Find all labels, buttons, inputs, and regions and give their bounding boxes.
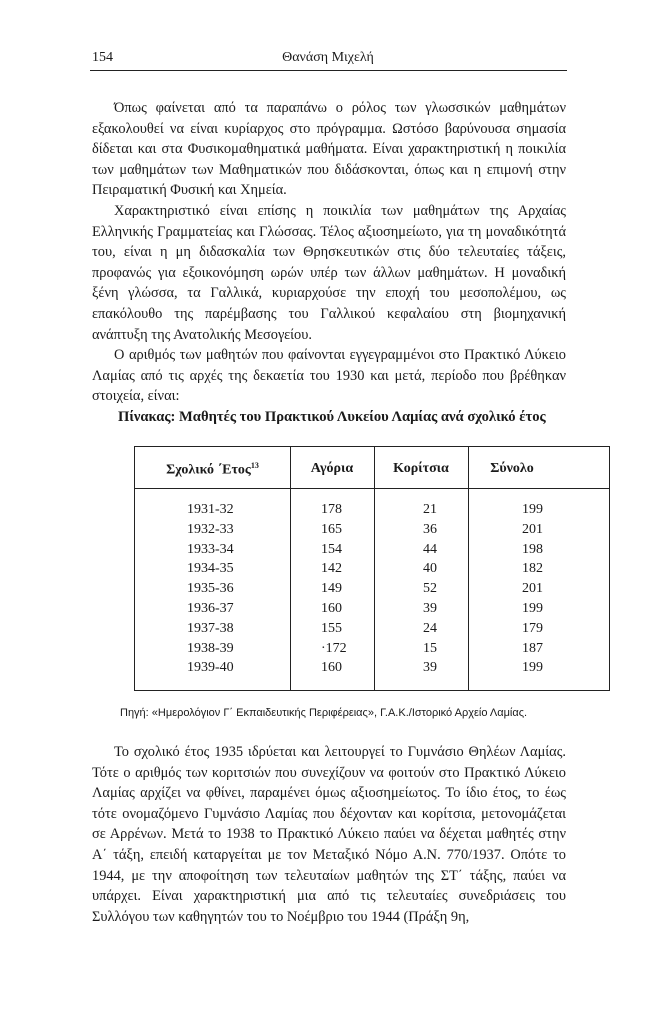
header-boys: Αγόρια — [310, 461, 354, 476]
cell-total: 182 — [522, 561, 543, 577]
body-text-bottom — [92, 742, 566, 927]
header-girls: Κορίτσια — [393, 461, 449, 476]
cell-year: 1934-35 — [187, 561, 234, 577]
header-year: Σχολικό ΄Ετος$^{13}$ — [166, 461, 259, 478]
cell-total: 187 — [522, 640, 543, 656]
header-total: Σύνολο — [490, 461, 534, 476]
cell-boys: ·172 — [321, 640, 347, 656]
cell-girls: 40 — [423, 561, 437, 577]
cell-girls: 24 — [423, 620, 437, 636]
paragraph: Το σχολικό έτος 1935 ιδρύεται και λειτουργεί το Γυμνάσιο Θηλέων Λαμίας. Τότε ο αριθμός των κοριτσιών που συνεχίζουν να φοιτούν στο Πρακτικό Λύκειο Λαμίας αρχίζει να φθίνει, παραμένει όμως αξιοσημείωτος. Το ίδιο έτος, το έως τότε ονομαζόμενο Γυμνάσιο Λαμίας που δέχονταν και κορίτσια, μετονομάζεται σε Αρρένων. Μετά το 1938 το Πρακτικό Λύκειο παύει να δέχεται μαθητές στην Α΄ τάξη, επειδή καταργείται με τον Μεταξικό Νόμο Α.Ν. 770/1937. Οπότε το 1944, με την αποφοίτηση των τελευταίων μαθητών της ΣΤ΄ τάξης, παύει να υπάρχει. Είναι χαρακτηριστική μια από τις τελευταίες συνεδριάσεις του Συλλόγου των καθηγητών του το Νοέμβριο του 1944 (Πράξη 9η, — [92, 744, 566, 925]
table-source: Πηγή: «Ημερολόγιον Γ΄ Εκπαιδευτικής Περιφέρειας», Γ.Α.Κ./Ιστορικό Αρχείο Λαμίας. — [120, 707, 528, 719]
table-column-divider — [374, 447, 375, 690]
cell-girls: 39 — [423, 660, 437, 676]
body-text-top — [92, 98, 566, 407]
cell-total: 179 — [522, 620, 543, 636]
cell-total: 199 — [522, 601, 543, 616]
table-header-divider — [135, 488, 609, 489]
cell-year: 1935-36 — [187, 581, 234, 597]
cell-boys: 160 — [321, 601, 342, 616]
cell-boys: 160 — [321, 660, 342, 676]
cell-year: 1933-34 — [187, 541, 234, 557]
cell-boys: 142 — [321, 561, 342, 577]
cell-girls: 36 — [423, 521, 437, 537]
cell-year: 1937-38 — [187, 620, 234, 636]
running-title: Θανάση Μιχελή — [282, 50, 374, 65]
cell-boys: 165 — [321, 521, 342, 537]
cell-girls: 44 — [423, 541, 437, 557]
paragraph: Όπως φαίνεται από τα παραπάνω ο ρόλος των γλωσσικών μαθημάτων εξακολουθεί να είναι κυρίαρχος στο πρόγραμμα. Ωστόσο βαρύνουσα σημασία δίδεται και στα Φυσικομαθηματικά μαθήματα. Είναι χαρακτηριστική η ποικιλία των μαθημάτων των Μαθηματικών που διδάσκονται, όπως και η επιμονή στην Πειραματική Φυσική και Χημεία. — [92, 100, 566, 199]
cell-year: 1932-33 — [187, 521, 234, 537]
cell-girls: 15 — [423, 640, 437, 656]
cell-girls: 52 — [423, 581, 437, 597]
table-title: Πίνακας: Μαθητές του Πρακτικού Λυκείου Λαμίας ανά σχολικό έτος — [118, 409, 546, 425]
paragraph: Ο αριθμός των μαθητών που φαίνονται εγγεγραμμένοι στο Πρακτικό Λύκειο Λαμίας από τις αρχές της δεκαετία του 1930 και μετά, περίοδο που βρέθηκαν στοιχεία, είναι: — [92, 347, 566, 405]
cell-boys: 155 — [321, 620, 342, 636]
cell-year: 1931-32 — [187, 502, 234, 517]
cell-year: 1936-37 — [187, 601, 234, 616]
page-number: 154 — [92, 50, 113, 65]
cell-year: 1938-39 — [187, 640, 234, 656]
header-rule — [90, 70, 567, 71]
cell-total: 199 — [522, 502, 543, 517]
paragraph: Χαρακτηριστικό είναι επίσης η ποικιλία των μαθημάτων της Αρχαίας Ελληνικής Γραμματείας και Γλώσσας. Τέλος αξιοσημείωτο, για τη μοναδικότητά του, είναι η μη διδασκαλία των Θρησκευτικών στις δύο τελευταίες τάξεις, προφανώς για εξοικονόμηση ωρών υπέρ των άλλων μαθημάτων. Η μοναδική ξένη γλώσσα, τα Γαλλικά, κυριαρχούσε την εποχή του μεσοπολέμου, ως επακόλουθο της παρέμβασης του Γαλλικού κεφαλαίου στη βιομηχανική ανάπτυξη της Ανατολικής Μεσογείου. — [92, 202, 566, 343]
cell-boys: 178 — [321, 502, 342, 517]
cell-total: 198 — [522, 541, 543, 557]
cell-girls: 21 — [423, 502, 437, 517]
cell-boys: 154 — [321, 541, 342, 557]
table-column-divider — [290, 447, 291, 690]
cell-boys: 149 — [321, 581, 342, 597]
students-table — [134, 446, 610, 691]
cell-total: 201 — [522, 521, 543, 537]
cell-girls: 39 — [423, 601, 437, 616]
cell-total: 199 — [522, 660, 543, 676]
table-column-divider — [468, 447, 469, 690]
cell-total: 201 — [522, 581, 543, 597]
cell-year: 1939-40 — [187, 660, 234, 676]
